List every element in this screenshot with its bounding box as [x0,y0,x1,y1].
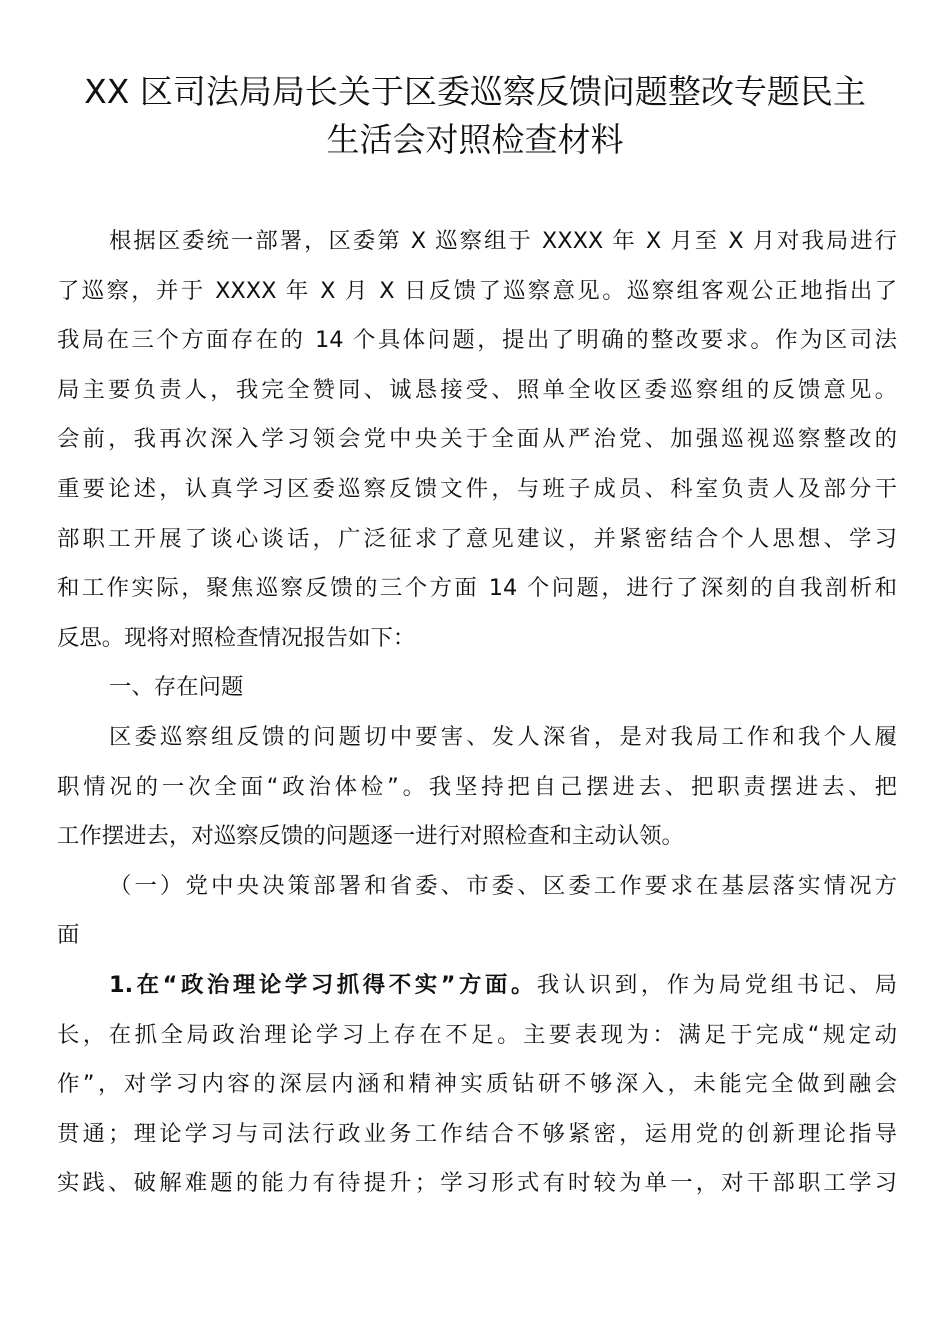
body-line: 作”，对学习内容的深层内涵和精神实质钻研不够深入，未能完全做到融会 [57,1071,897,1098]
body-line: 长，在抓全局政治理论学习上存在不足。主要表现为：满足于完成“规定动 [57,1021,897,1048]
document-body [57,217,897,1209]
item-1-first-line [57,961,897,1011]
body-line: 实践、破解难题的能力有待提升；学习形式有时较为单一，对干部职工学习 [57,1170,897,1197]
body-line: 部职工开展了谈心谈话，广泛征求了意见建议，并紧密结合个人思想、学习 [57,525,897,552]
body-line: 工作摆进去，对巡察反馈的问题逐一进行对照检查和主动认领。 [57,823,684,850]
title-line-2: 生活会对照检查材料 [326,120,624,159]
subsection-heading: （一）党中央决策部署和省委、市委、区委工作要求在基层落实情况方 [109,872,897,899]
body-line: 局主要负责人，我完全赞同、诚恳接受、照单全收区委巡察组的反馈意见。 [57,376,897,403]
item-1-bold-lead: 1.在“政治理论学习抓得不实”方面。 [109,971,537,998]
item-1-first-line-rest: 我认识到，作为局党组书记、局 [536,971,897,998]
subsection-heading-cont: 面 [57,922,80,949]
body-line: 根据区委统一部署，区委第 X 巡察组于 XXXX 年 X 月至 X 月对我局进行 [109,228,897,254]
title-line-1: XX 区司法局局长关于区委巡察反馈问题整改专题民主 [84,72,866,111]
body-line: 职情况的一次全面“政治体检”。我坚持把自己摆进去、把职责摆进去、把 [57,773,897,800]
body-line: 和工作实际，聚焦巡察反馈的三个方面 14 个问题，进行了深刻的自我剖析和 [57,575,897,602]
body-line: 贯通；理论学习与司法行政业务工作结合不够紧密，运用党的创新理论指导 [57,1120,897,1147]
body-line: 区委巡察组反馈的问题切中要害、发人深省，是对我局工作和我个人履 [109,723,897,750]
body-line: 反思。现将对照检查情况报告如下： [57,624,416,651]
body-line: 了巡察，并于 XXXX 年 X 月 X 日反馈了巡察意见。巡察组客观公正地指出了 [57,277,897,304]
section-heading: 一、存在问题 [109,674,244,701]
body-line: 我局在三个方面存在的 14 个具体问题，提出了明确的整改要求。作为区司法 [57,327,897,354]
body-line: 会前，我再次深入学习领会党中央关于全面从严治党、加强巡视巡察整改的 [57,426,897,453]
body-line: 重要论述，认真学习区委巡察反馈文件，与班子成员、科室负责人及部分干 [57,475,897,502]
document-title [40,68,910,164]
